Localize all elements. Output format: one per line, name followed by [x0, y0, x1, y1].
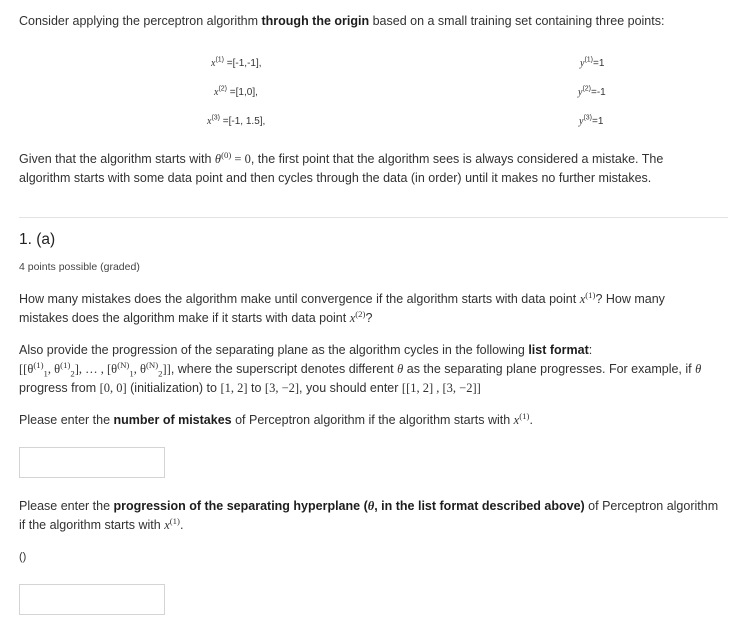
section-divider: [19, 217, 728, 218]
question-title: 1. (a): [19, 231, 56, 248]
question-mistakes-text: How many mistakes does the algorithm make until convergence if the algorithm starts with data point $x^{(1)}$? How many mistakes does the algorithm make if it starts with data point $x^{(2)}$?: [19, 289, 665, 325]
prompt-mistakes: Please enter the number of mistakes of Perceptron algorithm if the algorithm starts with $x^{(1)}$.: [19, 410, 533, 427]
label-y2: $y^{(2)}=-1$: [578, 85, 606, 98]
given-paragraph: Given that the algorithm starts with $\theta^{(0)} = 0$, the first point that the algorithm sees is always considered a mistake. The algorithm starts with some data point and then cycles through the data (in order) until it makes no further mistakes.: [19, 149, 664, 185]
intro-text: Consider applying the perceptron algorithm through the origin based on a small training set containing three points:: [19, 14, 665, 28]
point-x3: $x^{(3)} =[-1$, 1.5],: [207, 114, 266, 127]
point-x2: $x^{(2)} =[1,0]$,: [214, 85, 258, 98]
points-possible: 4 points possible (graded): [19, 261, 140, 273]
prompt-progression: Please enter the progression of the separating hyperplane (θ, in the list format described above) of Perceptron algorithm if the algorithm starts with $x^{(1)}$.: [19, 499, 719, 532]
label-y1: $y^{(1)}=1$: [580, 56, 605, 69]
progression-input[interactable]: [19, 584, 165, 615]
label-y3: $y^{(3)}=1$: [579, 114, 604, 127]
question-progression-text: Also provide the progression of the separating plane as the algorithm cycles in the following list format: [[$\theta^{(1)}_1$, $\theta^{(1)}_2$], … , [$\theta^{(N)}_1$, $\theta^{(N)}_2$]], where the superscript denotes different θ as the separating plane progresses. For example, if θ progress from [0, 0] (initialization) to [1, 2] to [3, −2], you should enter [[1, 2] , [3, −2]]: [19, 343, 702, 395]
mistakes-input[interactable]: [19, 447, 165, 478]
answer-preview: (): [19, 551, 27, 563]
point-x1: $x^{(1)} =[-1,-1]$,: [211, 56, 262, 69]
